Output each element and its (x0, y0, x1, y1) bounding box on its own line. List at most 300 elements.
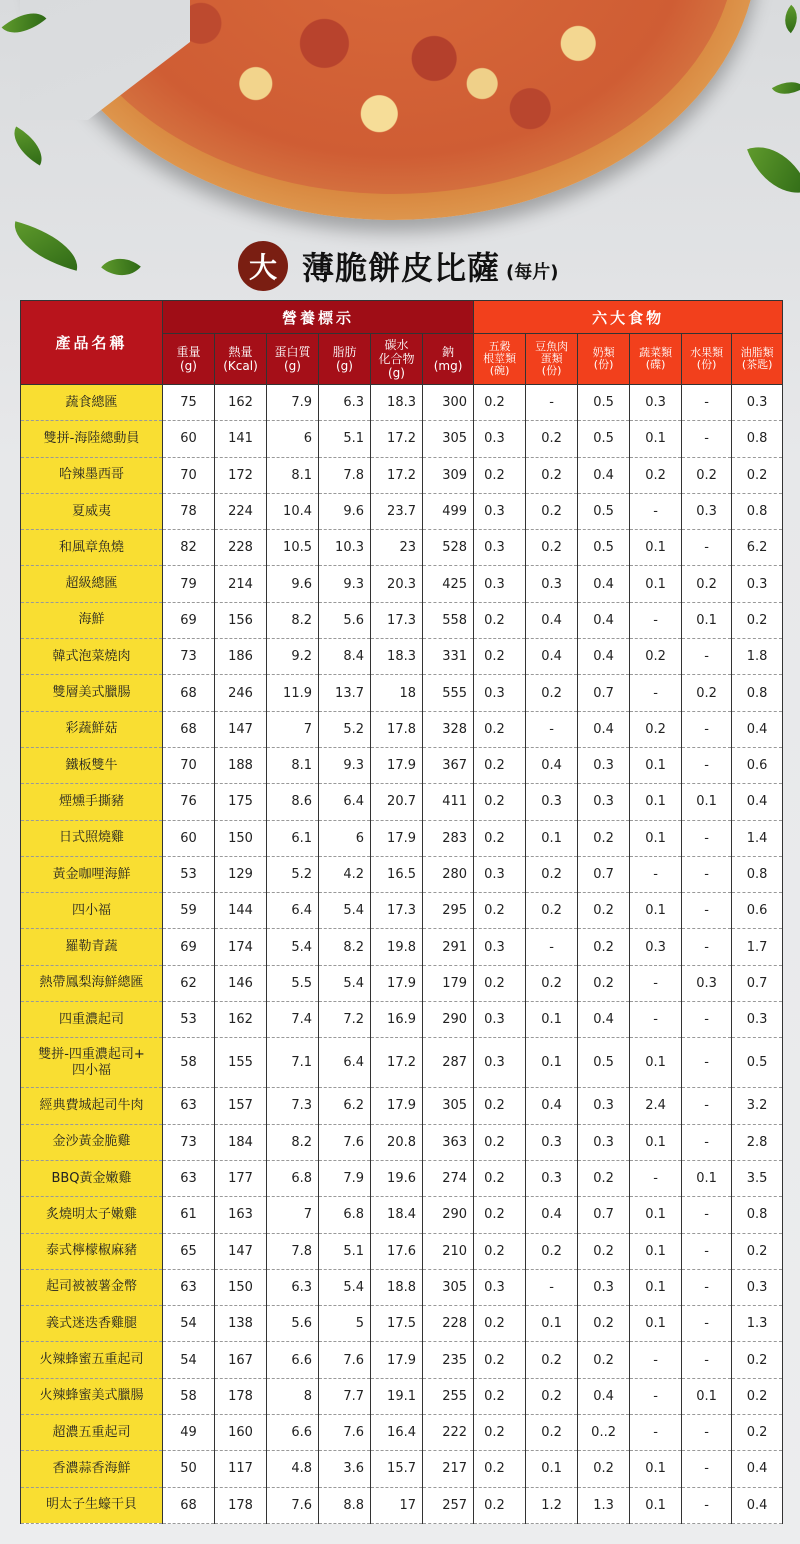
value-cell: 19.8 (371, 929, 423, 965)
value-cell: 0.1 (630, 530, 682, 566)
value-cell: 0.1 (630, 1038, 682, 1088)
column-header-line: 脂肪 (332, 345, 357, 359)
value-cell: 0.2 (474, 385, 526, 421)
value-cell: 49 (163, 1415, 215, 1451)
value-cell: 0.2 (682, 675, 732, 711)
column-header-line: 根莖類 (483, 352, 517, 365)
value-cell: 167 (215, 1342, 267, 1378)
product-name: 泰式檸檬椒麻豬 (45, 1243, 137, 1259)
value-cell: 0.5 (578, 1038, 630, 1088)
nutrition-column-header (163, 334, 215, 385)
value-cell: - (682, 711, 732, 747)
product-name-cell (21, 747, 163, 783)
table-row (21, 1269, 783, 1305)
value-cell: 0.3 (682, 493, 732, 529)
column-header-line: (份) (593, 358, 614, 371)
value-cell: 0.2 (526, 965, 578, 1001)
value-cell: 60 (163, 820, 215, 856)
value-cell: 76 (163, 784, 215, 820)
value-cell: 17.6 (371, 1233, 423, 1269)
value-cell: 9.3 (319, 566, 371, 602)
value-cell: 0.2 (526, 1415, 578, 1451)
basil-leaf-icon (101, 247, 141, 286)
value-cell: 0.2 (578, 1160, 630, 1196)
value-cell: 163 (215, 1197, 267, 1233)
product-name-cell (21, 893, 163, 929)
value-cell: 0.2 (732, 1415, 783, 1451)
value-cell: 0.3 (474, 530, 526, 566)
value-cell: 0.1 (630, 566, 682, 602)
value-cell: 0.2 (526, 893, 578, 929)
value-cell: 291 (423, 929, 474, 965)
value-cell: 9.3 (319, 747, 371, 783)
value-cell: - (682, 747, 732, 783)
value-cell: 0.3 (526, 784, 578, 820)
value-cell: 7.6 (319, 1124, 371, 1160)
value-cell: 0.3 (732, 385, 783, 421)
name-column-header: 產品名稱 (21, 301, 163, 385)
value-cell: - (682, 1038, 732, 1088)
value-cell: 179 (423, 965, 474, 1001)
product-name-cell (21, 602, 163, 638)
value-cell: 75 (163, 385, 215, 421)
value-cell: 0.2 (682, 457, 732, 493)
value-cell: 411 (423, 784, 474, 820)
value-cell: 0.2 (474, 1487, 526, 1523)
product-name: 四重濃起司 (58, 1011, 124, 1027)
value-cell: 184 (215, 1124, 267, 1160)
value-cell: 82 (163, 530, 215, 566)
value-cell: 1.3 (578, 1487, 630, 1523)
product-name: 金沙黃金脆雞 (52, 1134, 131, 1150)
value-cell: 141 (215, 421, 267, 457)
value-cell: 0.2 (578, 1451, 630, 1487)
value-cell: 0.4 (732, 1451, 783, 1487)
value-cell: 17.9 (371, 820, 423, 856)
value-cell: 0.2 (474, 1378, 526, 1414)
value-cell: 8.2 (319, 929, 371, 965)
value-cell: 0.2 (630, 639, 682, 675)
value-cell: - (526, 711, 578, 747)
value-cell: 0.2 (526, 1233, 578, 1269)
value-cell: 17.5 (371, 1306, 423, 1342)
value-cell: 8.2 (267, 1124, 319, 1160)
value-cell: - (682, 1233, 732, 1269)
nutrition-column-header (267, 334, 319, 385)
value-cell: 425 (423, 566, 474, 602)
value-cell: - (630, 675, 682, 711)
value-cell: 0.2 (526, 493, 578, 529)
value-cell: - (682, 1342, 732, 1378)
value-cell: - (526, 385, 578, 421)
value-cell: 0.3 (474, 566, 526, 602)
value-cell: 0.4 (526, 1088, 578, 1124)
value-cell: 246 (215, 675, 267, 711)
value-cell: 0.2 (578, 965, 630, 1001)
value-cell: 0.2 (732, 457, 783, 493)
table-row (21, 530, 783, 566)
product-name: 雙拼-四重濃起司+ (38, 1046, 145, 1062)
product-name: 香濃蒜香海鮮 (52, 1460, 131, 1476)
product-name-cell (21, 385, 163, 421)
value-cell: 6 (319, 820, 371, 856)
six-food-column-header (474, 334, 526, 385)
value-cell: 0.2 (474, 1160, 526, 1196)
value-cell: 3.2 (732, 1088, 783, 1124)
value-cell: 0.5 (578, 530, 630, 566)
value-cell: 63 (163, 1088, 215, 1124)
value-cell: 79 (163, 566, 215, 602)
six-food-column-header (578, 334, 630, 385)
column-header-line: 奶類 (592, 346, 615, 359)
value-cell: 0.4 (732, 711, 783, 747)
table-row (21, 1342, 783, 1378)
value-cell: 0.1 (630, 1124, 682, 1160)
value-cell: 16.4 (371, 1415, 423, 1451)
table-row (21, 1088, 783, 1124)
basil-leaf-icon (747, 134, 800, 205)
value-cell: 0.2 (474, 747, 526, 783)
value-cell: 73 (163, 639, 215, 675)
value-cell: 4.8 (267, 1451, 319, 1487)
product-name: BBQ黃金嫩雞 (51, 1170, 132, 1186)
value-cell: 280 (423, 856, 474, 892)
product-name-cell (21, 530, 163, 566)
product-name-cell (21, 1269, 163, 1305)
value-cell: 0.4 (732, 784, 783, 820)
value-cell: 68 (163, 1487, 215, 1523)
value-cell: 0.1 (630, 1451, 682, 1487)
value-cell: 8.4 (319, 639, 371, 675)
value-cell: 58 (163, 1038, 215, 1088)
column-header-line: (g) (180, 359, 197, 373)
value-cell: 0.3 (682, 965, 732, 1001)
value-cell: 0.2 (578, 929, 630, 965)
product-name: 黃金咖哩海鮮 (52, 866, 131, 882)
product-name-line2: 四小福 (71, 1062, 111, 1078)
basil-leaf-icon (7, 221, 85, 271)
value-cell: 0.3 (578, 747, 630, 783)
product-name: 韓式泡菜燒肉 (52, 648, 131, 664)
value-cell: 70 (163, 747, 215, 783)
value-cell: 7.9 (319, 1160, 371, 1196)
value-cell: 17.2 (371, 457, 423, 493)
value-cell: - (630, 1160, 682, 1196)
column-header-line: 蔬菜類 (639, 346, 673, 359)
value-cell: 0.5 (578, 421, 630, 457)
value-cell: 0.1 (630, 1487, 682, 1523)
value-cell: 0.1 (630, 893, 682, 929)
value-cell: 1.8 (732, 639, 783, 675)
value-cell: 8.1 (267, 457, 319, 493)
value-cell: 5.2 (267, 856, 319, 892)
value-cell: 20.8 (371, 1124, 423, 1160)
value-cell: 18.3 (371, 639, 423, 675)
value-cell: 10.5 (267, 530, 319, 566)
value-cell: 0.2 (732, 602, 783, 638)
value-cell: 0.4 (526, 1197, 578, 1233)
value-cell: 0.3 (732, 1002, 783, 1038)
value-cell: 217 (423, 1451, 474, 1487)
value-cell: 255 (423, 1378, 474, 1414)
value-cell: - (682, 1002, 732, 1038)
value-cell: - (630, 602, 682, 638)
value-cell: 0.2 (474, 1342, 526, 1378)
nutrition-group-header: 營養標示 (163, 301, 474, 334)
product-name-cell (21, 1342, 163, 1378)
value-cell: - (682, 1088, 732, 1124)
value-cell: 0.2 (474, 1088, 526, 1124)
table-row (21, 747, 783, 783)
value-cell: 3.6 (319, 1451, 371, 1487)
value-cell: 0.2 (474, 1197, 526, 1233)
value-cell: 63 (163, 1160, 215, 1196)
value-cell: 11.9 (267, 675, 319, 711)
column-header-line: 化合物 (378, 352, 415, 366)
table-row (21, 1124, 783, 1160)
value-cell: 0.8 (732, 675, 783, 711)
value-cell: 0.3 (474, 1038, 526, 1088)
value-cell: 6.6 (267, 1342, 319, 1378)
table-row (21, 566, 783, 602)
value-cell: 367 (423, 747, 474, 783)
value-cell: 16.5 (371, 856, 423, 892)
product-name-cell (21, 421, 163, 457)
table-row (21, 711, 783, 747)
value-cell: 17 (371, 1487, 423, 1523)
value-cell: 0.2 (630, 457, 682, 493)
column-header-line: (mg) (433, 359, 463, 373)
value-cell: 7.6 (267, 1487, 319, 1523)
value-cell: 19.1 (371, 1378, 423, 1414)
value-cell: 0.2 (732, 1233, 783, 1269)
value-cell: 0.2 (526, 1378, 578, 1414)
value-cell: 5.2 (319, 711, 371, 747)
value-cell: 235 (423, 1342, 474, 1378)
value-cell: 16.9 (371, 1002, 423, 1038)
six-food-group-header: 六大食物 (474, 301, 783, 334)
value-cell: 0.3 (474, 675, 526, 711)
table-row (21, 602, 783, 638)
column-header-line: 碳水 (384, 338, 409, 352)
product-name-cell (21, 1233, 163, 1269)
value-cell: 17.9 (371, 965, 423, 1001)
value-cell: 58 (163, 1378, 215, 1414)
table-row (21, 675, 783, 711)
value-cell: 0.4 (526, 639, 578, 675)
table-row (21, 1233, 783, 1269)
value-cell: 18.4 (371, 1197, 423, 1233)
value-cell: 0.2 (578, 1342, 630, 1378)
value-cell: 0.3 (578, 1269, 630, 1305)
value-cell: 0.2 (474, 784, 526, 820)
value-cell: 5.1 (319, 1233, 371, 1269)
value-cell: 222 (423, 1415, 474, 1451)
value-cell: 53 (163, 1002, 215, 1038)
value-cell: 0.4 (578, 602, 630, 638)
value-cell: 0.1 (630, 421, 682, 457)
value-cell: - (630, 1415, 682, 1451)
product-name: 海鮮 (78, 612, 105, 628)
value-cell: 0.4 (526, 602, 578, 638)
product-name-cell (21, 1002, 163, 1038)
column-header-line: (碟) (645, 358, 666, 371)
value-cell: 13.7 (319, 675, 371, 711)
value-cell: - (682, 1487, 732, 1523)
value-cell: 60 (163, 421, 215, 457)
column-header-line: (碗) (489, 364, 510, 377)
value-cell: 305 (423, 1088, 474, 1124)
value-cell: 0.8 (732, 856, 783, 892)
value-cell: 0.2 (526, 675, 578, 711)
value-cell: 69 (163, 602, 215, 638)
value-cell: 0.2 (578, 820, 630, 856)
table-row (21, 1306, 783, 1342)
product-name: 日式照燒雞 (58, 830, 124, 846)
table-row (21, 385, 783, 421)
value-cell: - (682, 820, 732, 856)
value-cell: 150 (215, 820, 267, 856)
value-cell: 0.7 (732, 965, 783, 1001)
value-cell: - (526, 929, 578, 965)
column-header-line: (g) (284, 359, 301, 373)
value-cell: 0.7 (578, 856, 630, 892)
product-name: 鐵板雙牛 (65, 757, 118, 773)
value-cell: 0.1 (682, 1378, 732, 1414)
value-cell: 175 (215, 784, 267, 820)
value-cell: 0.2 (474, 602, 526, 638)
product-name: 火辣蜂蜜美式臘腸 (39, 1388, 144, 1404)
value-cell: 0.2 (682, 566, 732, 602)
value-cell: 0.2 (526, 856, 578, 892)
value-cell: 69 (163, 929, 215, 965)
value-cell: 555 (423, 675, 474, 711)
value-cell: 0.2 (526, 457, 578, 493)
nutrition-column-header (423, 334, 474, 385)
product-name: 起司被被薯金幣 (45, 1279, 137, 1295)
value-cell: 0.3 (474, 856, 526, 892)
nutrition-table (20, 300, 783, 1524)
value-cell: - (682, 893, 732, 929)
value-cell: 15.7 (371, 1451, 423, 1487)
value-cell: 63 (163, 1269, 215, 1305)
value-cell: 9.6 (267, 566, 319, 602)
basil-leaf-icon (772, 74, 800, 102)
value-cell: 0.7 (578, 1197, 630, 1233)
value-cell: - (630, 1342, 682, 1378)
value-cell: 7.6 (319, 1342, 371, 1378)
value-cell: 23.7 (371, 493, 423, 529)
value-cell: 0.1 (630, 1269, 682, 1305)
value-cell: - (682, 421, 732, 457)
product-name-cell (21, 1197, 163, 1233)
six-food-column-header (732, 334, 783, 385)
column-header-line: 油脂類 (740, 346, 774, 359)
value-cell: 0.3 (526, 1160, 578, 1196)
product-name-cell (21, 929, 163, 965)
value-cell: 274 (423, 1160, 474, 1196)
basil-leaf-icon (777, 5, 800, 33)
column-header-line: 五穀 (488, 340, 511, 353)
value-cell: - (682, 1197, 732, 1233)
value-cell: 70 (163, 457, 215, 493)
value-cell: 0.2 (526, 421, 578, 457)
value-cell: - (682, 385, 732, 421)
value-cell: 7.7 (319, 1378, 371, 1414)
six-food-column-header (630, 334, 682, 385)
value-cell: 305 (423, 1269, 474, 1305)
value-cell: 174 (215, 929, 267, 965)
table-row (21, 1197, 783, 1233)
value-cell: 10.3 (319, 530, 371, 566)
value-cell: 0.2 (474, 1415, 526, 1451)
six-food-column-header (682, 334, 732, 385)
value-cell: 0.2 (474, 1233, 526, 1269)
column-header-line: (茶匙) (741, 358, 773, 371)
value-cell: 146 (215, 965, 267, 1001)
value-cell: 7 (267, 711, 319, 747)
value-cell: 0.1 (682, 1160, 732, 1196)
table-row (21, 457, 783, 493)
value-cell: 147 (215, 711, 267, 747)
value-cell: 0.2 (578, 1306, 630, 1342)
value-cell: 0.5 (578, 493, 630, 529)
value-cell: 7.2 (319, 1002, 371, 1038)
value-cell: 19.6 (371, 1160, 423, 1196)
value-cell: 4.2 (319, 856, 371, 892)
product-name-cell (21, 1378, 163, 1414)
value-cell: 5.5 (267, 965, 319, 1001)
value-cell: 0.4 (578, 639, 630, 675)
value-cell: 54 (163, 1342, 215, 1378)
product-name-cell (21, 1451, 163, 1487)
value-cell: 0.1 (630, 747, 682, 783)
value-cell: 188 (215, 747, 267, 783)
product-name: 彩蔬鮮菇 (65, 721, 118, 737)
value-cell: 0.1 (630, 1233, 682, 1269)
value-cell: 0.3 (578, 1088, 630, 1124)
value-cell: 0.3 (526, 566, 578, 602)
value-cell: 0.3 (474, 929, 526, 965)
value-cell: 18.8 (371, 1269, 423, 1305)
table-row (21, 893, 783, 929)
table-row (21, 421, 783, 457)
value-cell: 8.1 (267, 747, 319, 783)
value-cell: 0.2 (474, 639, 526, 675)
value-cell: 5 (319, 1306, 371, 1342)
value-cell: 0.3 (474, 493, 526, 529)
value-cell: 160 (215, 1415, 267, 1451)
value-cell: 0.2 (526, 1342, 578, 1378)
basil-leaf-icon (5, 126, 51, 165)
table-row (21, 820, 783, 856)
product-name: 火辣蜂蜜五重起司 (39, 1352, 144, 1368)
page-title (238, 239, 558, 293)
value-cell: 20.7 (371, 784, 423, 820)
value-cell: 129 (215, 856, 267, 892)
value-cell: 528 (423, 530, 474, 566)
value-cell: 7.9 (267, 385, 319, 421)
value-cell: 0.6 (732, 747, 783, 783)
product-name-cell (21, 493, 163, 529)
product-name-cell (21, 820, 163, 856)
product-name: 煙燻手撕豬 (58, 793, 124, 809)
value-cell: - (630, 965, 682, 1001)
table-row (21, 929, 783, 965)
column-header-line: 重量 (176, 345, 201, 359)
table-row (21, 1038, 783, 1088)
value-cell: 300 (423, 385, 474, 421)
